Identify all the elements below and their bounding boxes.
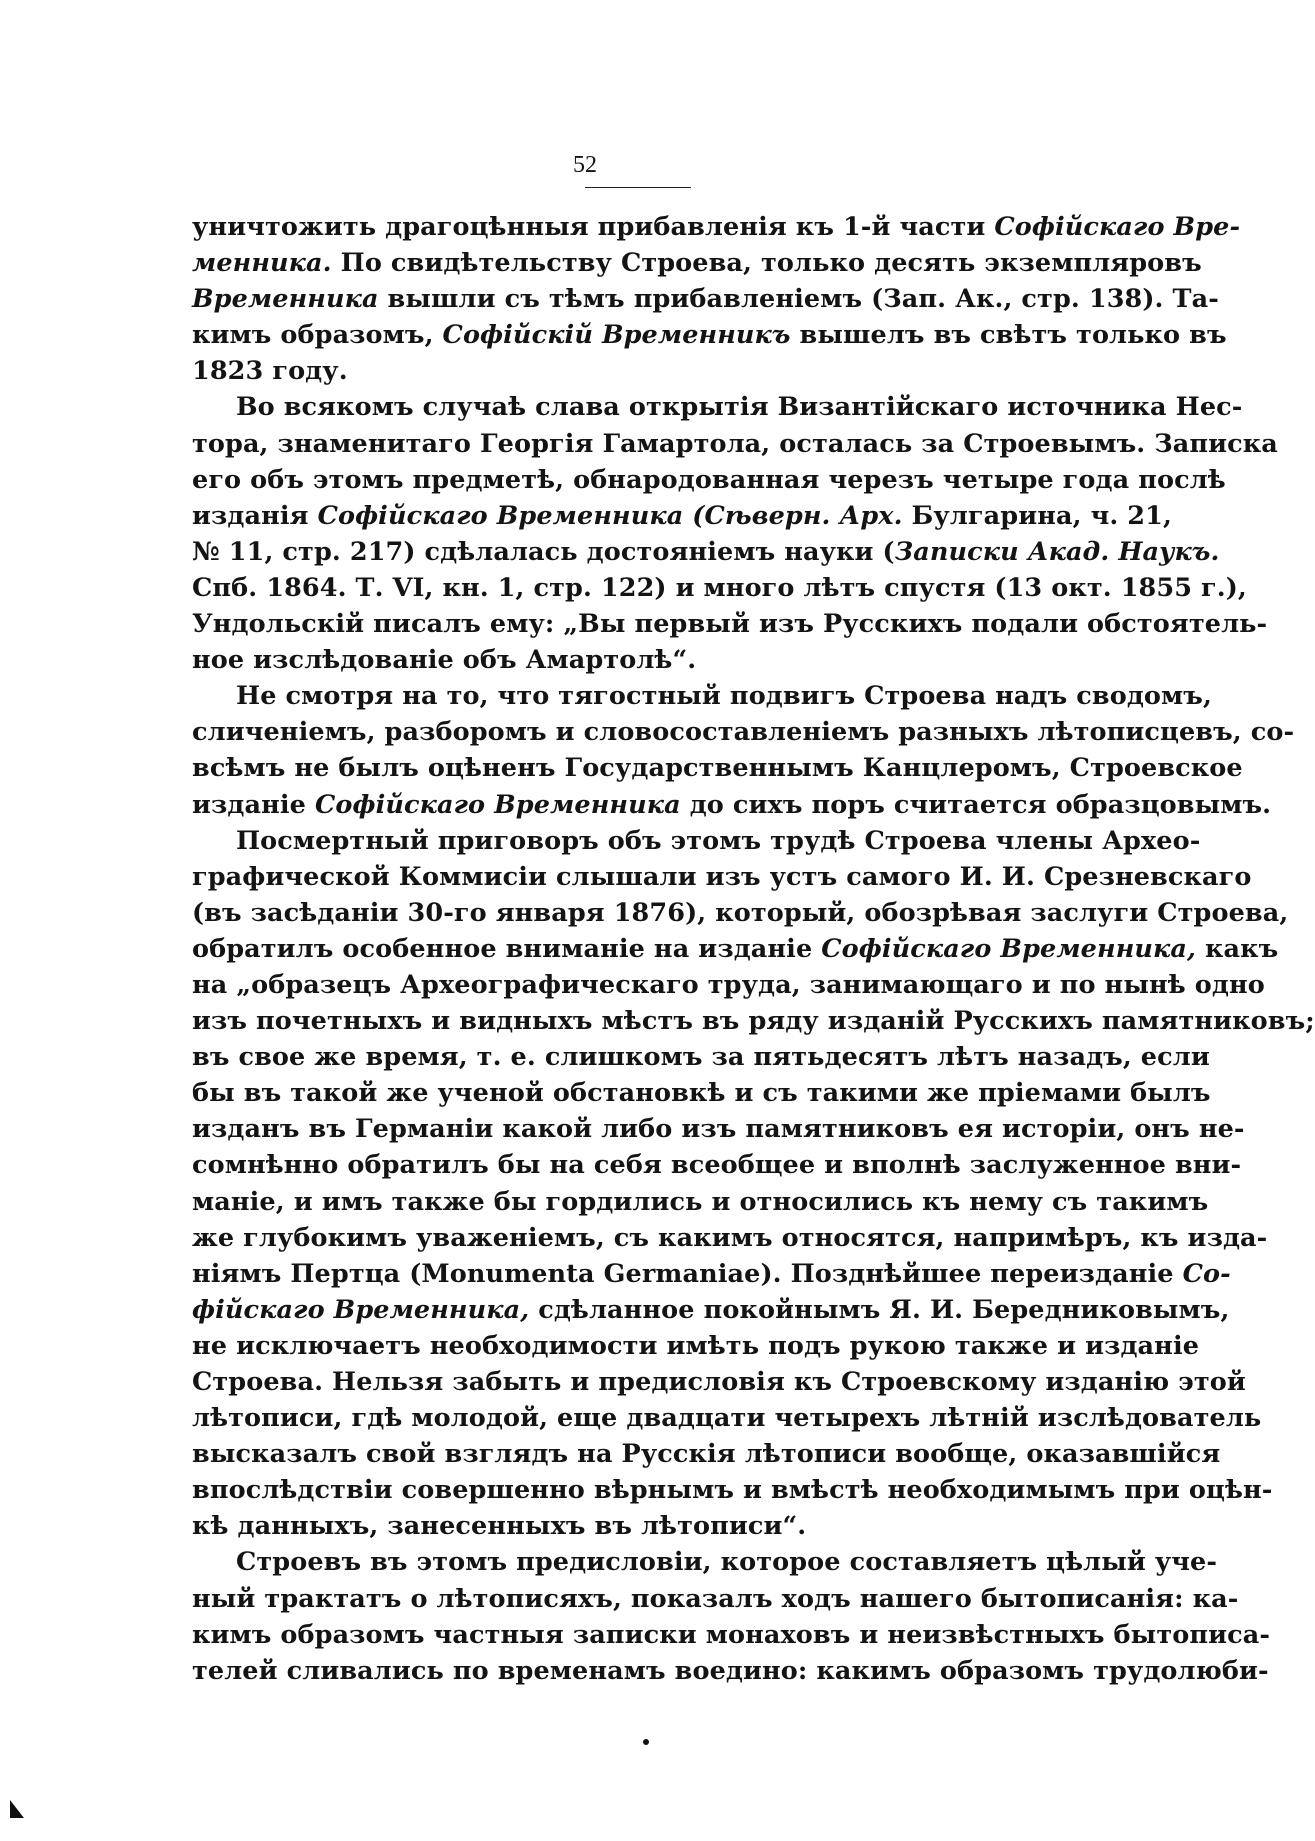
text-line: Строева. Нельзя забыть и предисловія къ Строевскому изданію этой xyxy=(192,1367,1246,1397)
text-line: его объ этомъ предметѣ, обнародованная черезъ четыре года послѣ xyxy=(192,464,1226,495)
header-rule xyxy=(585,187,691,188)
text-line: не исключаетъ необходимости имѣть подъ рукою также и изданіе xyxy=(192,1330,1200,1361)
text-line: Посмертный приговоръ объ этомъ трудѣ Строева члены Археo- xyxy=(236,825,1201,856)
text-line: тора, знаменитаго Георгія Гамартола, осталась за Строевымъ. Записка xyxy=(192,428,1278,459)
corner-mark xyxy=(10,1800,24,1818)
text-line: Строевъ въ этомъ предисловіи, которое составляетъ цѣлый уче- xyxy=(236,1547,1218,1578)
text-line: графической Коммисіи слышали изъ устъ самого И. И. Срезневскаго xyxy=(192,861,1252,892)
text-line: Спб. 1864. Т. VI, кн. 1, стр. 122) и много лѣтъ спустя (13 окт. 1855 г.), xyxy=(192,572,1247,603)
text-line: сомнѣнно обратилъ бы на себя всеобщее и вполнѣ заслуженное вни- xyxy=(192,1150,1242,1181)
text-line: на „образецъ Археографическаго труда, занимающаго и по нынѣ одно xyxy=(192,969,1265,1000)
text-line: впослѣдствіи совершенно вѣрнымъ и вмѣстѣ необходимымъ при оцѣн- xyxy=(192,1475,1273,1506)
text-line: Не смотря на то, что тягостный подвигъ Строева надъ сводомъ, xyxy=(236,681,1212,712)
text-line: менника. По свидѣтельству Строева, только десять экземпляровъ xyxy=(192,248,1202,279)
text-line: Во всякомъ случаѣ слава открытія Византійскаго источника Нес- xyxy=(236,392,1243,423)
text-line: ное изслѣдованіе объ Амартолѣ“. xyxy=(192,645,697,676)
text-line: въ свое же время, т. е. слишкомъ за пятьдесятъ лѣтъ назадъ, если xyxy=(192,1042,1210,1073)
text-line: сличеніемъ, разборомъ и словосоставленіемъ разныхъ лѣтописцевъ, со- xyxy=(192,717,1295,748)
page-number: 52 xyxy=(573,152,597,178)
text-line: № 11, стр. 217) сдѣлалась достояніемъ науки (Записки Акад. Наукъ. xyxy=(192,536,1220,567)
text-line: 1823 году. xyxy=(192,356,348,387)
text-line: ный трактатъ о лѣтописяхъ, показалъ ходъ нашего бытописанія: ка- xyxy=(192,1583,1239,1614)
text-line: изданія Софійскаго Временника (Сѣверн. Арх. Булгарина, ч. 21, xyxy=(192,500,1172,531)
text-line: бы въ такой же ученой обстановкѣ и съ такими же пріемами былъ xyxy=(192,1078,1211,1109)
text-line: кимъ образомъ, Софійскій Временникъ вышелъ въ свѣтъ только въ xyxy=(192,320,1227,351)
text-line: изданъ въ Германіи какой либо изъ памятниковъ ея исторіи, онъ не- xyxy=(192,1114,1245,1145)
text-line: телей сливались по временамъ воедино: какимъ образомъ трудолюби- xyxy=(192,1655,1269,1686)
text-line: лѣтописи, гдѣ молодой, еще двадцати четырехъ лѣтній изслѣдователь xyxy=(192,1403,1262,1434)
text-line: изъ почетныхъ и видныхъ мѣстъ въ ряду изданій Русскихъ памятниковъ; xyxy=(192,1006,1315,1037)
text-line: фійскаго Временника, сдѣланное покойнымъ Я. И. Бередниковымъ, xyxy=(192,1294,1230,1325)
text-line: ніямъ Пертца (Monumenta Germaniae). Позднѣйшее переизданіе Со- xyxy=(192,1258,1231,1289)
ink-dot xyxy=(643,1739,649,1745)
text-line: высказалъ свой взглядъ на Русскія лѣтописи вообще, оказавшійся xyxy=(192,1439,1221,1470)
text-line: изданіе Софійскаго Временника до сихъ поръ считается образцовымъ. xyxy=(192,789,1272,820)
body-text xyxy=(192,209,1315,1689)
text-line: кѣ данныхъ, занесенныхъ въ лѣтописи“. xyxy=(192,1511,807,1542)
text-line: уничтожить драгоцѣнныя прибавленія къ 1-й части Софійскаго Вре- xyxy=(192,212,1241,242)
text-line: обратилъ особенное вниманіе на изданіе Софійскаго Временника, какъ xyxy=(192,933,1279,964)
text-line: же глубокимъ уваженіемъ, съ какимъ относятся, напримѣръ, къ изда- xyxy=(192,1222,1268,1253)
text-line: кимъ образомъ частныя записки монаховъ и неизвѣстныхъ бытописа- xyxy=(192,1619,1271,1650)
text-line: маніе, и имъ также бы гордились и относились къ нему съ такимъ xyxy=(192,1186,1209,1217)
text-line: Временника вышли съ тѣмъ прибавленіемъ (Зап. Ак., стр. 138). Та- xyxy=(192,284,1219,315)
text-line: всѣмъ не былъ оцѣненъ Государственнымъ Канцлеромъ, Строевское xyxy=(192,753,1243,784)
text-line: (въ засѣданіи 30-го января 1876), который, обозрѣвая заслуги Строева, xyxy=(192,897,1289,928)
text-line: Ундольскій писалъ ему: „Вы первый изъ Русскихъ подали обстоятель- xyxy=(192,609,1268,640)
